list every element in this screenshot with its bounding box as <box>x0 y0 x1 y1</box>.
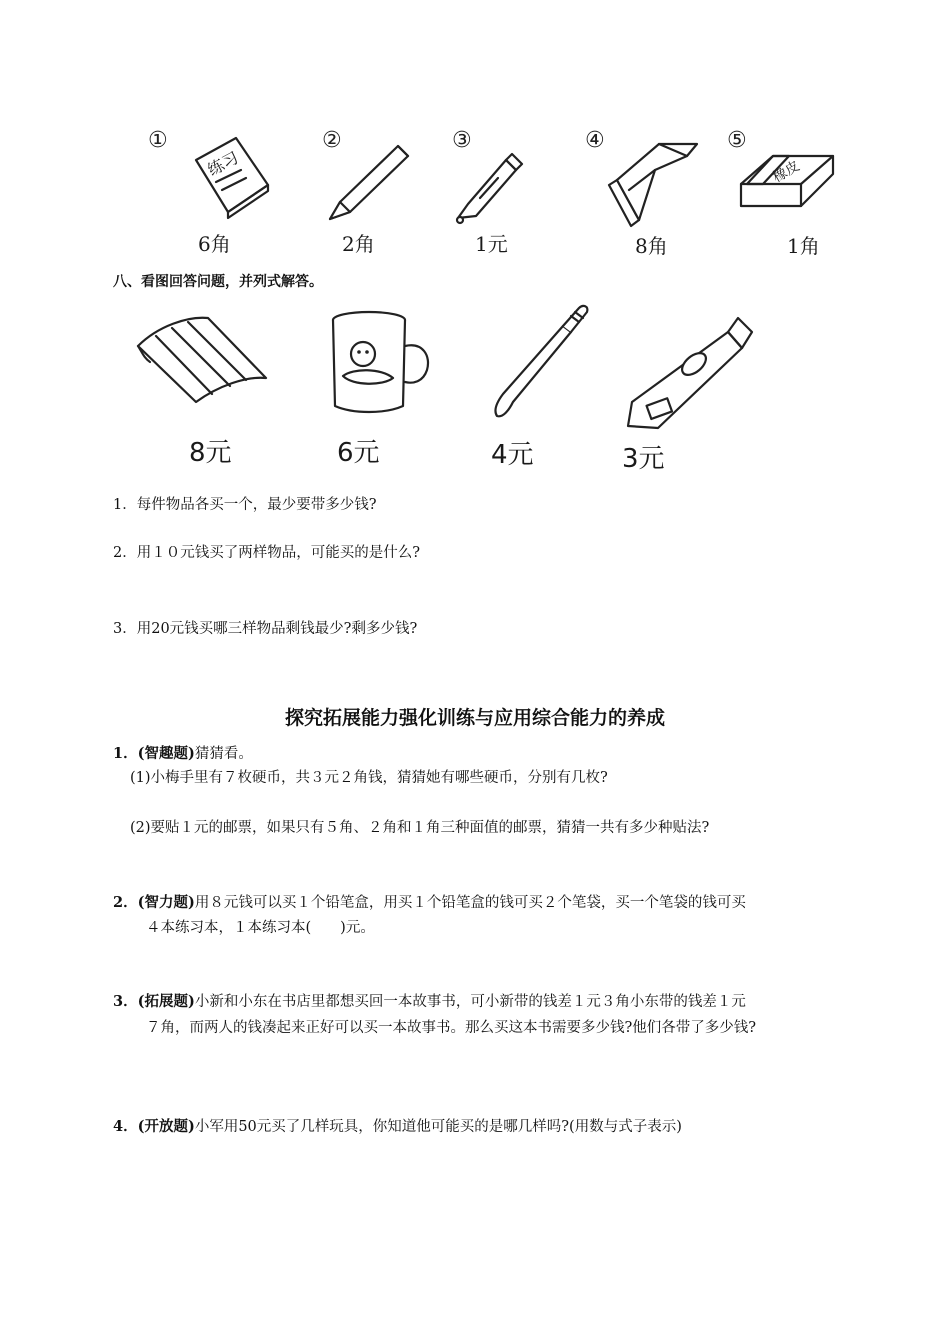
item-number: ⑤ <box>727 128 747 153</box>
item-eraser <box>725 120 845 260</box>
problem-text: 用８元钱可以买１个铅笔盒，用买１个铅笔盒的钱可买２个笔袋，买一个笔袋的钱可买 <box>194 895 746 911</box>
notebook-label: 练习 <box>204 147 242 180</box>
item-price: 6角 <box>198 232 231 256</box>
daily-items-picture <box>113 294 833 474</box>
problem-tag: (开放题) <box>137 1118 195 1135</box>
problem-4 <box>113 1115 682 1136</box>
question-1: 1．每件物品各买一个，最少要带多少钱? <box>113 497 377 513</box>
item-notebook <box>148 120 278 260</box>
item-pencil-case <box>585 120 715 260</box>
section-title: 探究拓展能力强化训练与应用综合能力的养成 <box>284 707 665 729</box>
problem-number: 1． <box>113 745 138 762</box>
item-price: 3元 <box>622 444 665 474</box>
section-heading: 八、看图回答问题，并列式解答。 <box>113 274 323 290</box>
problem-2 <box>113 891 746 912</box>
item-pen <box>450 120 580 260</box>
item-number: ① <box>148 128 168 153</box>
stationery-picture <box>140 120 840 265</box>
problem-number: 3． <box>113 993 138 1010</box>
item-toothpaste <box>618 294 778 474</box>
item-pencil <box>310 120 440 260</box>
problem-tag: (智力题) <box>137 894 195 911</box>
cup-icon <box>323 306 443 421</box>
problem-2-cont: ４本练习本，１本练习本( )元。 <box>146 920 375 936</box>
problem-tag: (智趣题) <box>137 745 195 762</box>
item-price: 4元 <box>491 440 534 470</box>
problem-tag: (拓展题) <box>137 993 195 1010</box>
pencil-case-icon <box>599 130 709 230</box>
item-price: 6元 <box>337 438 380 468</box>
item-number: ④ <box>585 128 605 153</box>
notebook-icon <box>186 130 276 220</box>
question-3: 3．用20元钱买哪三样物品剩钱最少?剩多少钱? <box>113 621 418 637</box>
item-towel <box>123 294 293 469</box>
pencil-icon <box>310 134 420 234</box>
problem-text: 小军用50元买了几样玩具，你知道他可能买的是哪几样吗?(用数与式子表示) <box>194 1119 682 1135</box>
problem-1-part-2: (2)要贴１元的邮票，如果只有５角、２角和１角三种面值的邮票，猜猜一共有多少种贴法? <box>130 820 710 836</box>
item-price: 1角 <box>787 234 820 258</box>
pen-icon <box>450 146 540 236</box>
problem-3 <box>113 990 746 1011</box>
item-price: 8元 <box>189 438 232 468</box>
item-price: 2角 <box>342 232 375 256</box>
item-number: ③ <box>452 128 472 153</box>
toothpaste-icon <box>618 302 768 432</box>
item-price: 1元 <box>475 232 508 256</box>
eraser-label: 橡皮 <box>770 158 803 186</box>
item-cup <box>313 294 453 469</box>
item-toothbrush <box>473 294 613 469</box>
problem-3-cont: ７角，而两人的钱凑起来正好可以买一本故事书。那么买这本书需要多少钱?他们各带了多少钱? <box>146 1020 757 1036</box>
question-2: 2．用１０元钱买了两样物品，可能买的是什么? <box>113 545 420 561</box>
problem-1-part-1: (1)小梅手里有７枚硬币，共３元２角钱，猜猜她有哪些硬币，分别有几枚? <box>130 770 608 786</box>
problem-text: 小新和小东在书店里都想买回一本故事书，可小新带的钱差１元３角小东带的钱差１元 <box>194 994 746 1010</box>
problem-number: 4． <box>113 1118 138 1135</box>
eraser-icon <box>733 144 843 234</box>
item-number: ② <box>322 128 342 153</box>
item-price: 8角 <box>635 234 668 258</box>
problem-text: 猜猜看。 <box>194 746 253 762</box>
problem-1 <box>113 742 253 763</box>
towel-icon <box>128 306 278 416</box>
problem-number: 2． <box>113 894 138 911</box>
toothbrush-icon <box>483 298 603 428</box>
